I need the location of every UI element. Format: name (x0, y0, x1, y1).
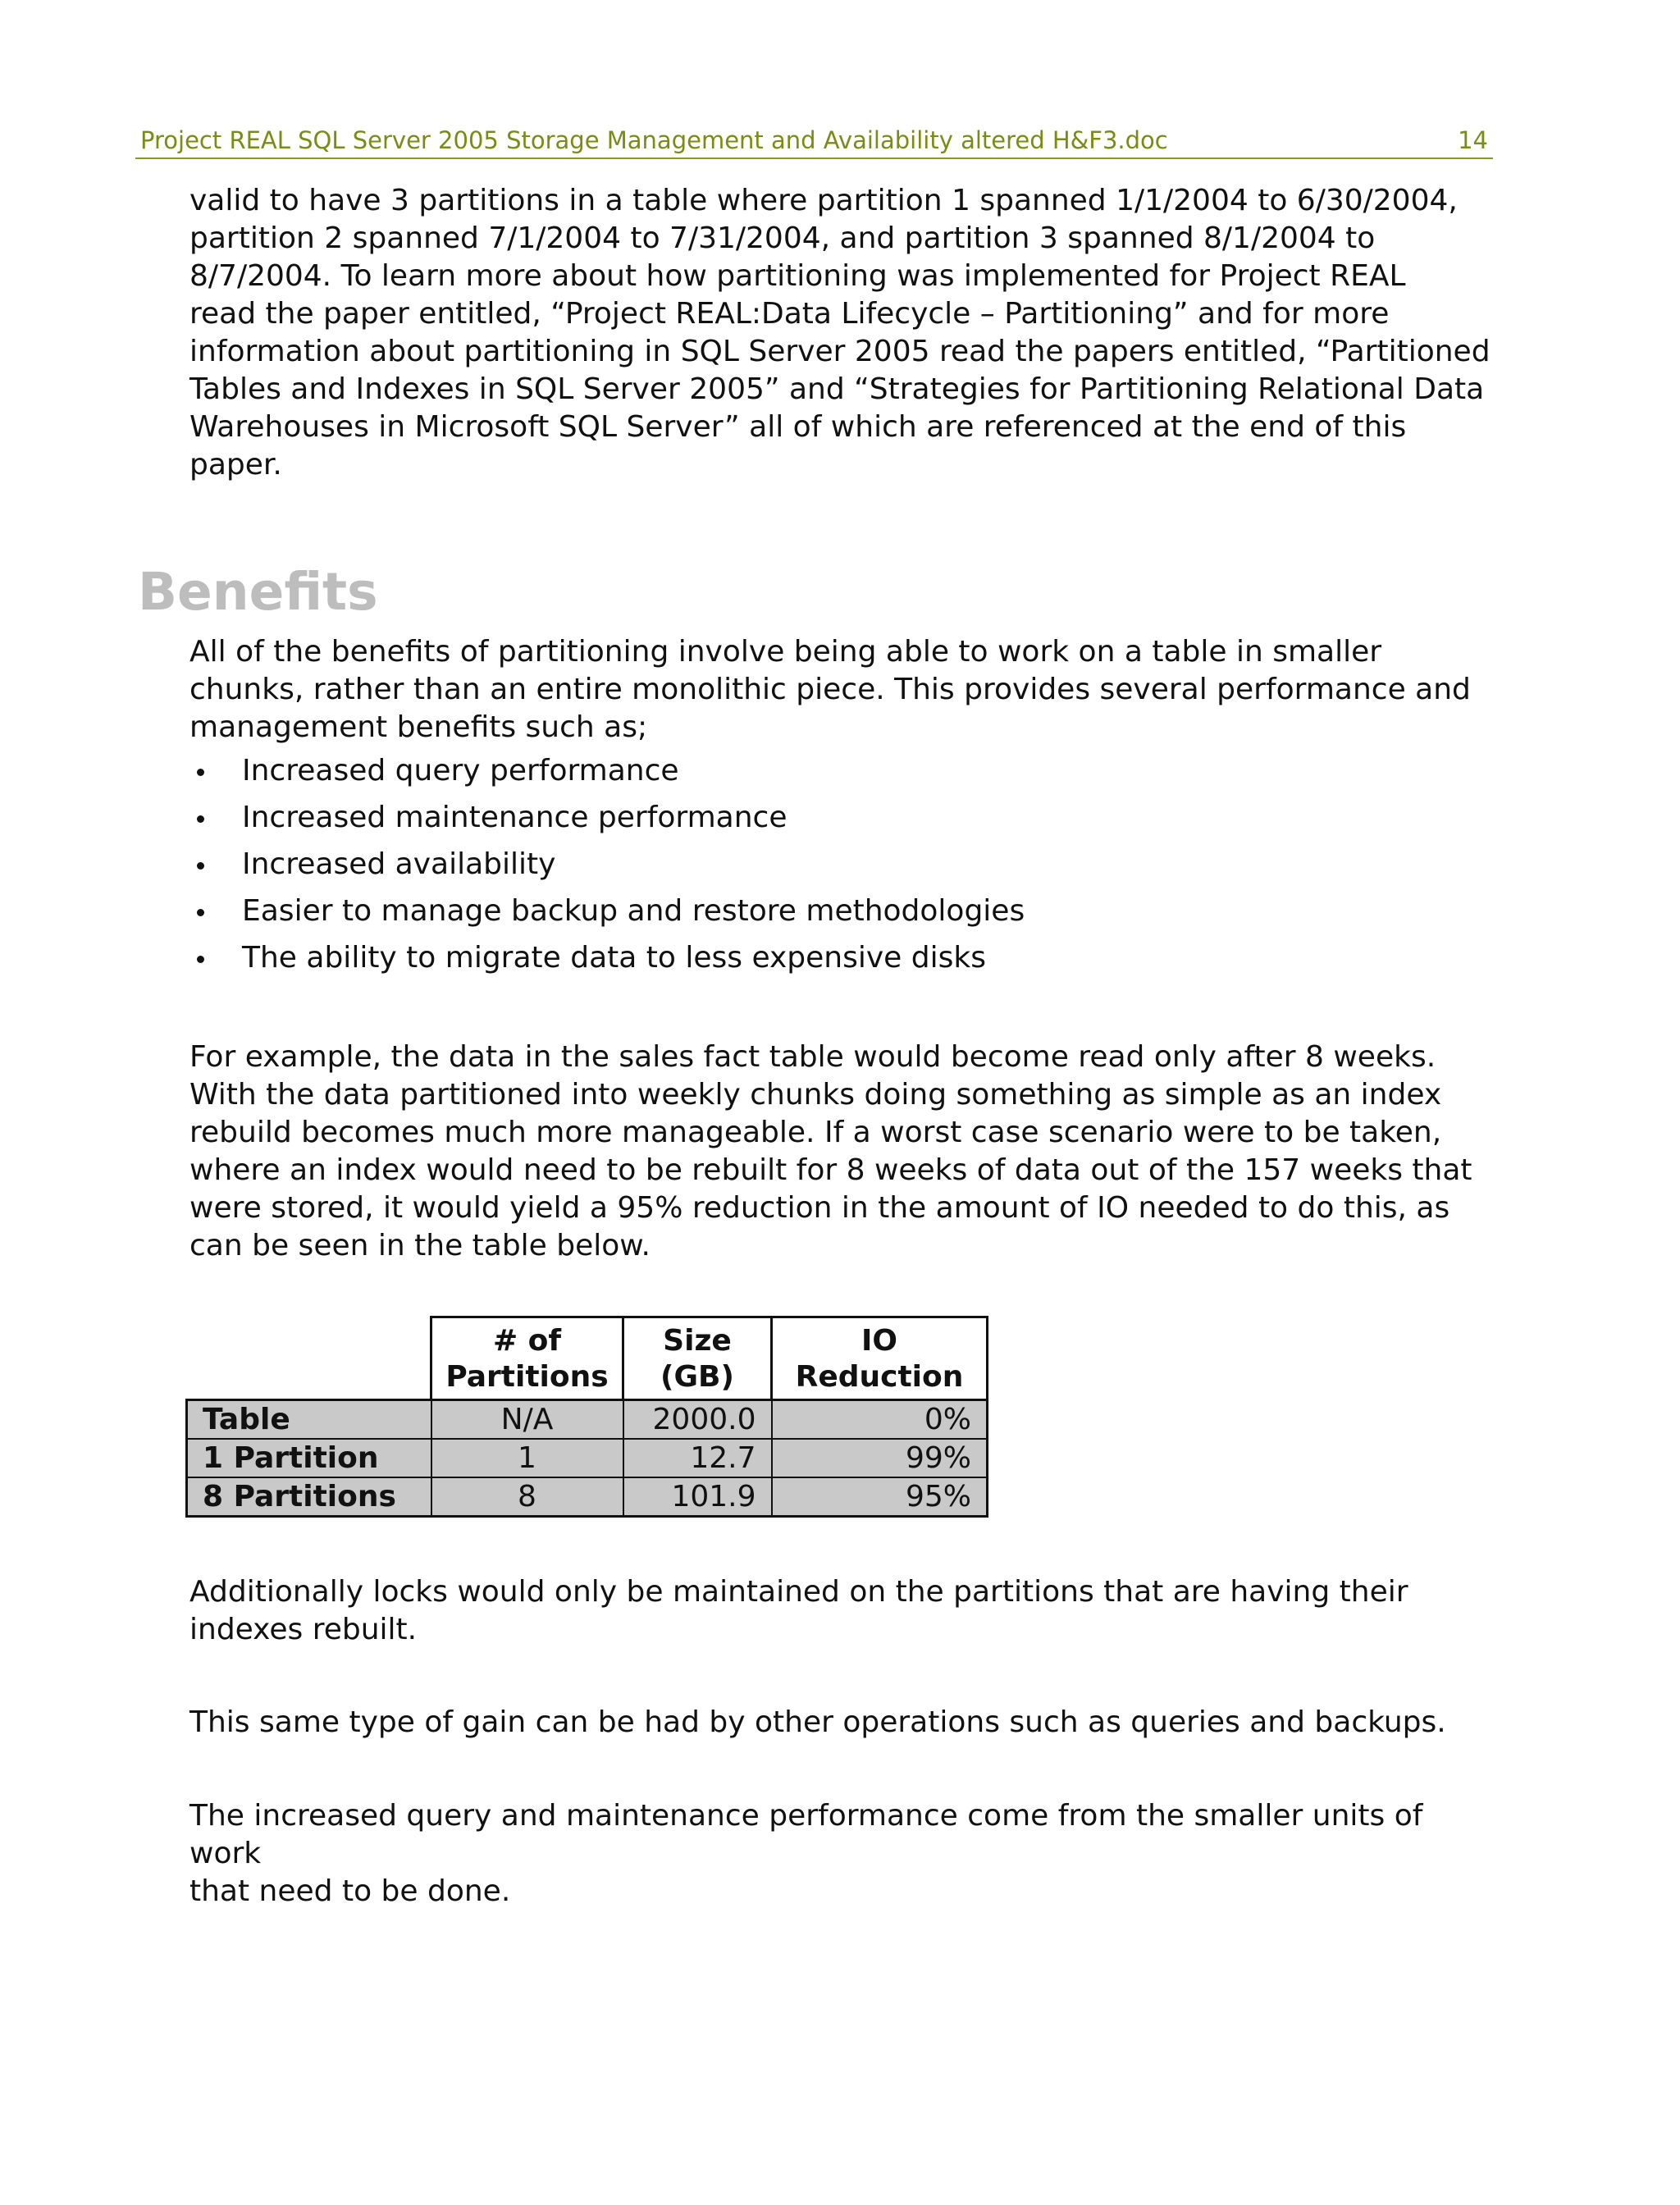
cell-io-reduction: 99% (772, 1439, 988, 1477)
cell-partitions: 8 (431, 1477, 623, 1517)
cell-size: 12.7 (623, 1439, 772, 1477)
column-header-line: Reduction (795, 1360, 964, 1394)
benefits-intro-paragraph: All of the benefits of partitioning involve being able to work on a table in smaller chunks, rather than an entire monolithic piece. This provides several performance and management benefits such as; (189, 635, 1471, 744)
row-label: Table (187, 1400, 431, 1440)
column-header-io-reduction (772, 1317, 988, 1400)
column-header-partitions (431, 1317, 623, 1400)
example-paragraph: For example, the data in the sales fact table would become read only after 8 weeks. With the data partitioned into weekly chunks doing something as simple as an index rebuild becomes much more manageable. If a worst case scenario were to be taken, where an index would need to be rebuilt for 8 weeks of data out of the 157 weeks that were stored, it would yield a 95% reduction in the amount of IO needed to do this, as can be seen in the table below. (189, 1040, 1472, 1262)
column-header-line: (GB) (660, 1360, 734, 1394)
list-item (189, 846, 1025, 892)
cell-io-reduction: 0% (772, 1400, 988, 1440)
page-header (135, 123, 1493, 159)
list-item-text: Easier to manage backup and restore methodologies (242, 894, 1025, 928)
cell-partitions: N/A (431, 1400, 623, 1440)
bullet-icon (197, 862, 204, 870)
column-header-line: IO (861, 1324, 897, 1358)
list-item-text: The ability to migrate data to less expensive disks (242, 941, 986, 975)
list-item (189, 799, 1025, 846)
row-label: 1 Partition (187, 1439, 431, 1477)
intro-paragraph: valid to have 3 partitions in a table where partition 1 spanned 1/1/2004 to 6/30/2004, partition 2 spanned 7/1/2004 to 7/31/2004, and partition 3 spanned 8/1/2004 to 8/7/2004. To learn more about how partitioning was implemented for Project REAL read the paper entitled, “Project REAL:Data Lifecycle – Partitioning” and for more information about partitioning in SQL Server 2005 read the papers entitled, “Partitioned Tables and Indexes in SQL Server 2005” and “Strategies for Partitioning Relational Data Warehouses in Microsoft SQL Server” all of which are referenced at the end of this paper. (189, 184, 1491, 482)
bullet-icon (197, 909, 204, 916)
cell-partitions: 1 (431, 1439, 623, 1477)
bullet-icon (197, 956, 204, 963)
list-item (189, 892, 1025, 939)
io-reduction-table (185, 1316, 988, 1518)
header-page-number: 14 (1458, 126, 1488, 154)
bullet-icon (197, 769, 204, 776)
column-header-line: Partitions (445, 1360, 609, 1394)
list-item-text: Increased maintenance performance (242, 801, 788, 834)
row-label: 8 Partitions (187, 1477, 431, 1517)
column-header-line: # of (492, 1324, 562, 1358)
table-row (187, 1477, 988, 1517)
list-item (189, 939, 1025, 986)
locks-paragraph: Additionally locks would only be maintained on the partitions that are having their indexes rebuilt. (189, 1575, 1408, 1646)
cell-size: 2000.0 (623, 1400, 772, 1440)
column-header-size (623, 1317, 772, 1400)
table-corner-cell (187, 1317, 431, 1400)
column-header-line: Size (663, 1324, 732, 1358)
cell-size: 101.9 (623, 1477, 772, 1517)
bullet-icon (197, 815, 204, 823)
increased-performance-paragraph: The increased query and maintenance performance come from the smaller units of work that need to be done. (189, 1799, 1423, 1908)
list-item-text: Increased query performance (242, 754, 679, 788)
cell-io-reduction: 95% (772, 1477, 988, 1517)
benefits-list (189, 752, 1025, 986)
section-heading-benefits: Benefits (138, 562, 378, 622)
list-item-text: Increased availability (242, 847, 556, 881)
header-doc-title: Project REAL SQL Server 2005 Storage Management and Availability altered H&F3.doc (140, 126, 1168, 154)
same-gain-paragraph: This same type of gain can be had by other operations such as queries and backups. (189, 1705, 1446, 1739)
io-reduction-table-wrapper (185, 1316, 988, 1518)
list-item (189, 752, 1025, 799)
table-row (187, 1439, 988, 1477)
table-header-row (187, 1317, 988, 1400)
table-row (187, 1400, 988, 1440)
